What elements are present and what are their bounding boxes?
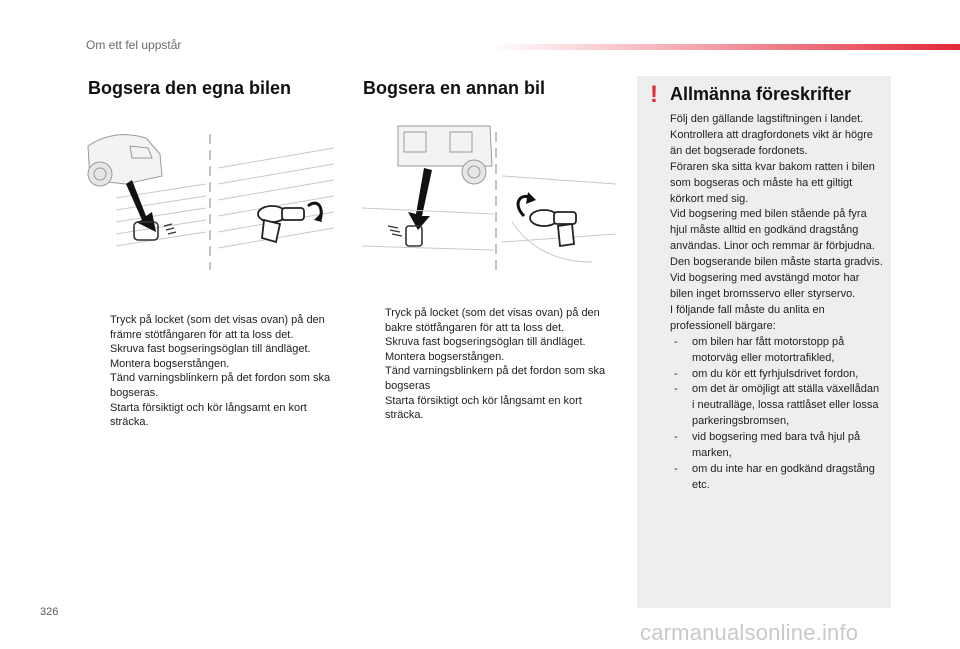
panel-paragraph: Kontrollera att dragfordonets vikt är högre än det bogserade fordonets. (670, 128, 874, 157)
front-bumper-illustration (86, 128, 338, 274)
panel-paragraph: Den bogserande bilen måste starta gradvis. (670, 256, 883, 269)
other-car-steps (363, 306, 613, 423)
list-item: Starta försiktigt och kör långsamt en kort sträcka. (385, 394, 582, 422)
warning-exclamation-icon: ! (650, 81, 658, 108)
panel-body (670, 112, 884, 494)
list-item: Montera bogserstången. (385, 350, 505, 363)
section-title-other-car: Bogsera en annan bil (363, 78, 546, 98)
list-item: - om du inte har en godkänd dragstång etc. (674, 462, 875, 491)
watermark: carmanualsonline.info (640, 620, 859, 645)
page-number: 326 (40, 606, 59, 618)
list-item: Tänd varningsblinkern på det fordon som ska bogseras (385, 365, 606, 392)
panel-paragraph: Vid bogsering med bilen stående på fyra hjul måste alltid en godkänd dragstång användas. Linor och remmar är förbjudna. (670, 208, 875, 253)
list-item: Starta försiktigt och kör långsamt en kort sträcka. (110, 401, 307, 429)
panel-paragraph: Föraren ska sitta kvar bakom ratten i bilen som bogseras och måste ha ett giltigt körkort med sig. (670, 160, 875, 205)
rear-bumper-illustration (362, 122, 618, 274)
list-item: - vid bogsering med bara två hjul på marken, (674, 431, 861, 460)
panel-paragraph: Vid bogsering med avstängd motor har bilen inget bromsservo eller styrservo. (670, 272, 860, 300)
list-item: - om bilen har fått motorstopp på motorväg eller motortrafikled, (674, 335, 845, 364)
professional-tow-cases (670, 335, 884, 494)
list-item: Tryck på locket (som det visas ovan) på den bakre stötfångaren för att ta loss det. (385, 307, 600, 334)
list-item: Montera bogserstången. (110, 357, 230, 370)
panel-paragraph: I följande fall måste du anlita en professionell bärgare: (670, 303, 825, 332)
list-item: Tänd varningsblinkern på det fordon som ska bogseras. (110, 372, 331, 399)
chapter-title: Om ett fel uppstår (86, 38, 182, 52)
section-title-own-car: Bogsera den egna bilen (88, 78, 292, 98)
panel-paragraph: Följ den gällande lagstiftningen i landet. (670, 113, 864, 125)
list-item: Skruva fast bogseringsöglan till ändläget. (385, 336, 586, 349)
list-item: - om du kör ett fyrhjulsdrivet fordon, (674, 367, 859, 380)
list-item: - om det är omöjligt att ställa växellådan i neutralläge, lossa rattlåset eller lossa parkeringsbromsen, (674, 383, 880, 428)
list-item: Tryck på locket (som det visas ovan) på den främre stötfångaren för att ta loss det. (110, 314, 325, 341)
panel-title: Allmänna föreskrifter (670, 84, 852, 104)
header-accent-bar (490, 44, 960, 50)
list-item: Skruva fast bogseringsöglan till ändläget. (110, 343, 311, 356)
own-car-steps (88, 313, 338, 430)
